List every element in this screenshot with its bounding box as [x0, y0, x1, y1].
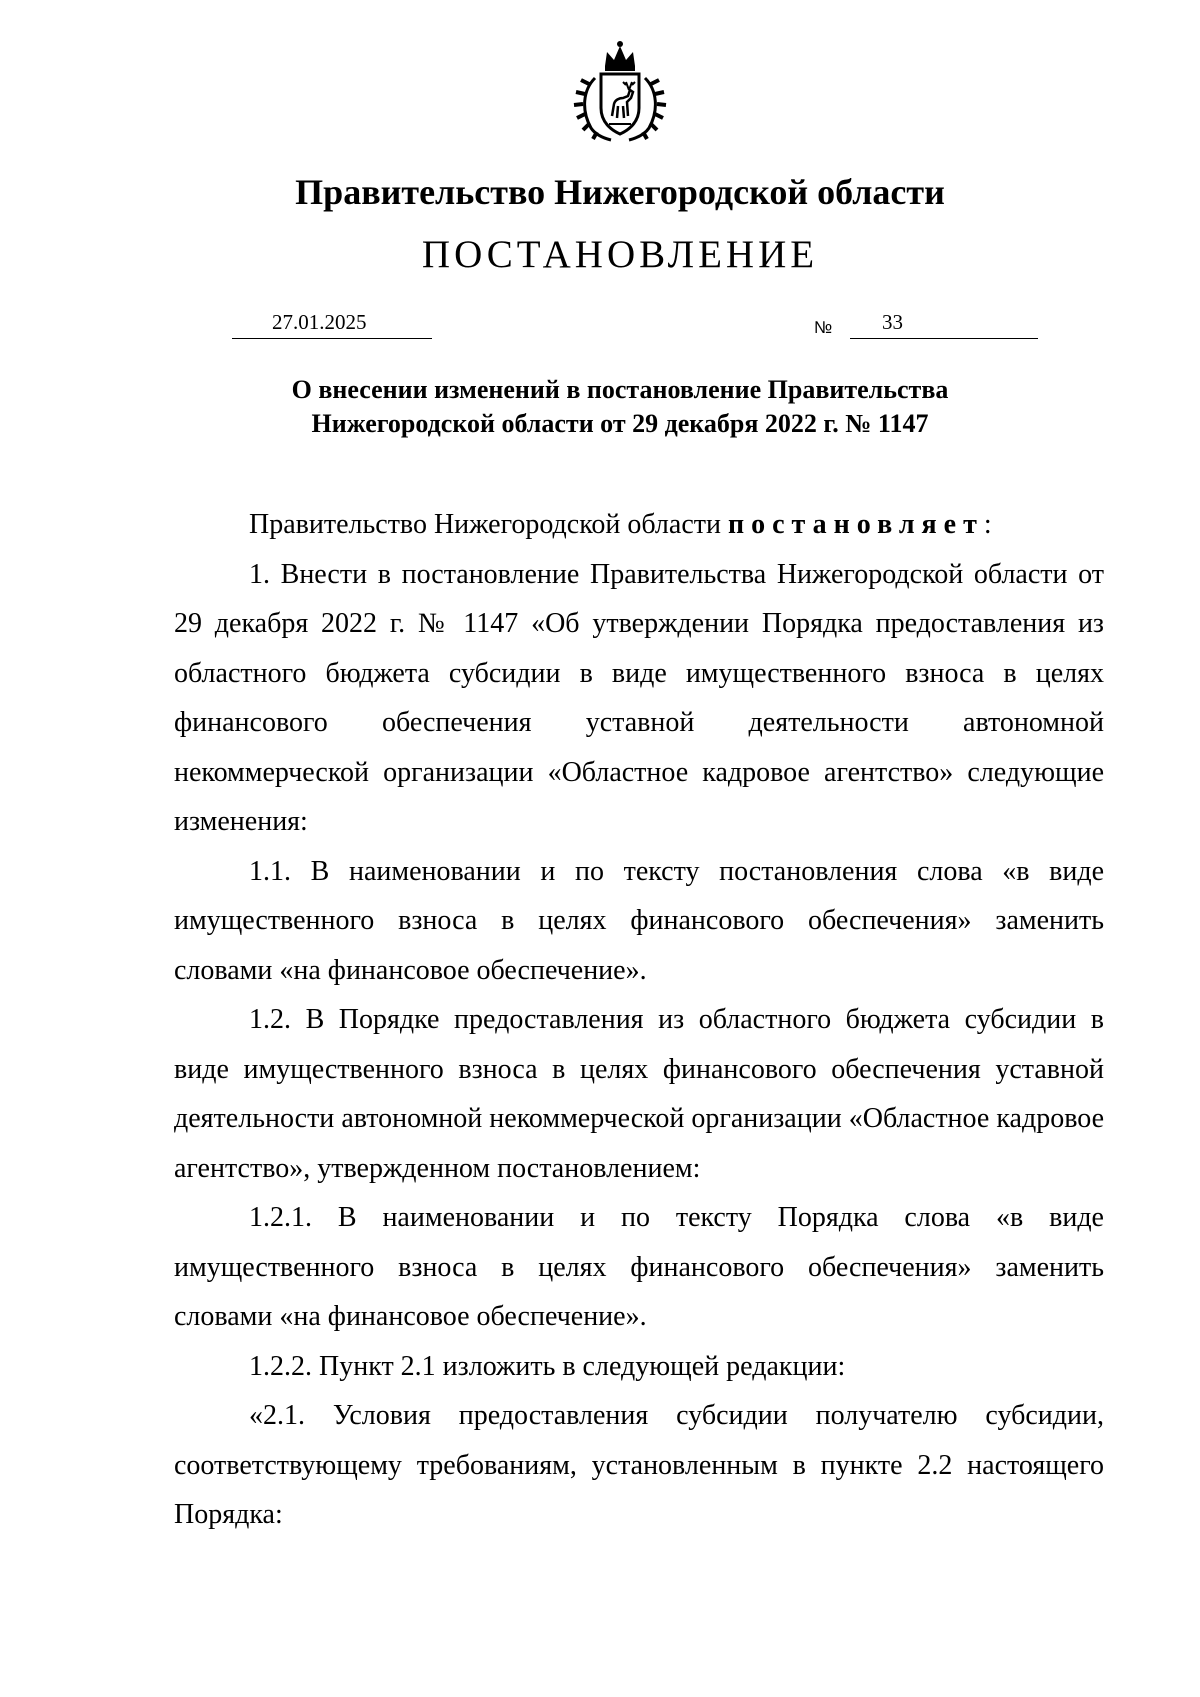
document-date: 27.01.2025	[272, 310, 367, 334]
intro-paragraph	[174, 500, 1104, 550]
document-number: 33	[882, 310, 903, 334]
intro-end: :	[983, 509, 992, 540]
paragraph-2-1-quote: «2.1. Условия предоставления субсидии получателю субсидии, соответствующему требованиям, установленным в пункте 2.2 настоящего Порядка:	[174, 1400, 1104, 1530]
government-title: Правительство Нижегородской области	[295, 172, 945, 212]
number-sign: №	[814, 318, 833, 337]
paragraph-1-2-2: 1.2.2. Пункт 2.1 изложить в следующей редакции:	[249, 1350, 846, 1382]
subject-line-1: О внесении изменений в постановление Правительства	[291, 375, 949, 404]
paragraph-1-2: 1.2. В Порядке предоставления из областного бюджета субсидии в виде имущественного взноса в целях финансового обеспечения уставной деятельности автономной некоммерческой организации «Областное кадровое агентство», утвержденном постановлением:	[174, 1004, 1104, 1184]
document-subject	[0, 373, 1200, 441]
date-field	[232, 308, 432, 339]
number-field	[850, 308, 1038, 339]
paragraph-1: 1. Внести в постановление Правительства Нижегородской области от 29 декабря 2022 г. № 1147 «Об утверждении Порядка предоставления из областного бюджета субсидии в виде имущественного взноса в целях финансового обеспечения уставной деятельности автономной некоммерческой организации «Областное кадровое агентство» следующие изменения:	[174, 558, 1104, 837]
document-body	[174, 500, 1104, 1540]
subject-line-2: Нижегородской области от 29 декабря 2022 г. № 1147	[311, 409, 929, 438]
paragraph-1-2-1: 1.2.1. В наименовании и по тексту Порядка слова «в виде имущественного взноса в целях финансового обеспечения» заменить словами «на финансовое обеспечение».	[174, 1202, 1104, 1332]
document-type: ПОСТАНОВЛЕНИЕ	[421, 233, 819, 276]
paragraph-1-1: 1.1. В наименовании и по тексту постановления слова «в виде имущественного взноса в целях финансового обеспечения» заменить словами «на финансовое обеспечение».	[174, 855, 1104, 986]
intro-verb: постановляет	[727, 509, 984, 540]
coat-of-arms-icon	[565, 38, 675, 144]
intro-lead: Правительство Нижегородской области	[249, 509, 728, 540]
